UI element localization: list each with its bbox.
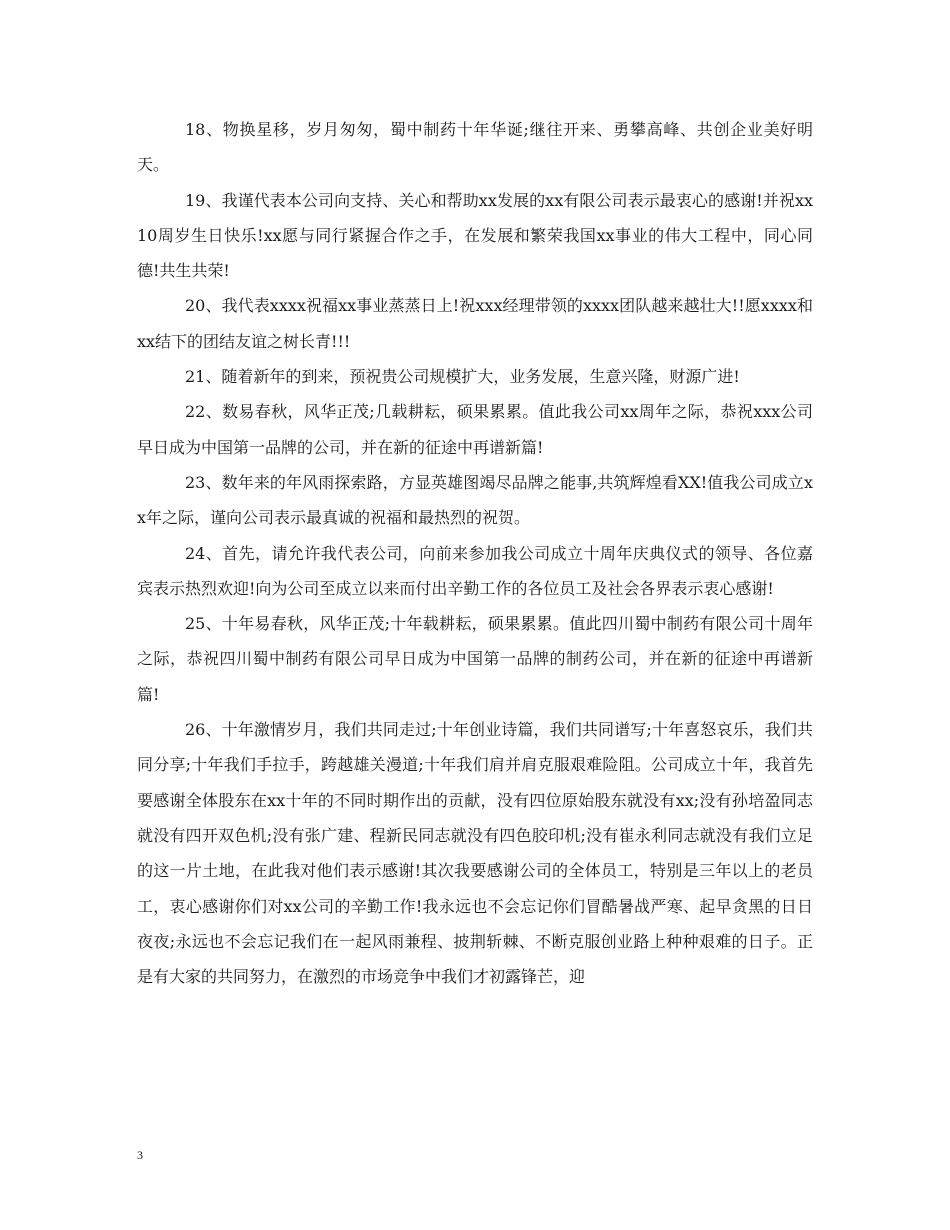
paragraph-20: 20、我代表xxxx祝福xx事业蒸蒸日上!祝xxx经理带领的xxxx团队越来越壮大!!愿xxxx和xx结下的团结友谊之树长青!!! xyxy=(137,296,813,351)
paragraph-21: 21、随着新年的到来，预祝贵公司规模扩大，业务发展，生意兴隆，财源广进! xyxy=(185,367,740,387)
page-number: 3 xyxy=(137,1148,143,1162)
paragraph-23: 23、数年来的年风雨探索路，方显英雄图竭尽品牌之能事,共筑辉煌看XX!值我公司成立xx年之际，谨向公司表示最真诚的祝福和最热烈的祝贺。 xyxy=(137,472,813,528)
paragraph-26: 26、十年激情岁月，我们共同走过;十年创业诗篇，我们共同谱写;十年喜怒哀乐，我们共同分享;十年我们手拉手，跨越雄关漫道;十年我们肩并肩克服艰难险阻。公司成立十年，我首先要感谢全体股东在xx十年的不同时期作出的贡献，没有四位原始股东就没有xx;没有孙培盈同志就没有四开双色机;没有张广建、程新民同志就没有四色胶印机;没有崔永利同志就没有我们立足的这一片土地，在此我对他们表示感谢!其次我要感谢公司的全体员工，特别是三年以上的老员工，衷心感谢你们对xx公司的辛勤工作!我永远也不会忘记你们冒酷暑战严寒、起早贪黑的日日夜夜;永远也不会忘记我们在一起风雨兼程、披荆斩棘、不断克服创业路上种种艰难的日子。正是有大家的共同努力，在激烈的市场竞争中我们才初露锋芒，迎 xyxy=(137,720,813,987)
paragraph-18: 18、物换星移，岁月匆匆，蜀中制药十年华诞;继往开来、勇攀高峰、共创企业美好明天。 xyxy=(137,120,813,175)
paragraph-19: 19、我谨代表本公司向支持、关心和帮助xx发展的xx有限公司表示最衷心的感谢!并祝xx10周岁生日快乐!xx愿与同行紧握合作之手，在发展和繁荣我国xx事业的伟大工程中，同心同德!共生共荣! xyxy=(137,190,813,281)
paragraph-25: 25、十年易春秋，风华正茂;十年载耕耘，硕果累累。值此四川蜀中制药有限公司十周年之际，恭祝四川蜀中制药有限公司早日成为中国第一品牌的制药公司，并在新的征途中再谱新篇! xyxy=(137,614,813,704)
paragraph-24: 24、首先，请允许我代表公司，向前来参加我公司成立十周年庆典仪式的领导、各位嘉宾表示热烈欢迎!向为公司至成立以来而付出辛勤工作的各位员工及社会各界表示衷心感谢! xyxy=(137,543,813,598)
document-body xyxy=(137,112,813,994)
paragraph-22: 22、数易春秋，风华正茂;几载耕耘，硕果累累。值此我公司xx周年之际，恭祝xxx公司早日成为中国第一品牌的公司，并在新的征途中再谱新篇! xyxy=(137,402,813,457)
